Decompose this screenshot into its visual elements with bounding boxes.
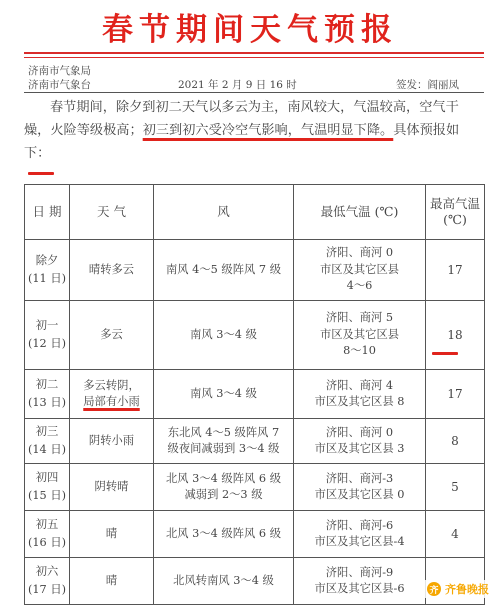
red-mark-underline (28, 172, 54, 175)
day-date: (13 日) (27, 396, 67, 409)
header-min-temp: 最低气温 (℃) (294, 185, 426, 240)
day-date: (11 日) (27, 272, 67, 285)
watermark-text: 齐鲁晚报 (445, 583, 489, 596)
weather-cell: 晴 (70, 558, 154, 605)
day-name: 初五 (35, 518, 59, 531)
max-temp-cell: 17 (426, 240, 485, 301)
issuer-bureau: 济南市气象局 (28, 65, 91, 77)
max-temp-cell: 5 (426, 464, 485, 511)
weather-cell: 阴转晴 (70, 464, 154, 511)
min-temp-line: 市区及其它区县 3 (314, 442, 405, 455)
min-temp-line: 济阳、商河 0 (325, 425, 394, 439)
issue-date: 2021 年 2 月 9 日 16 时 (178, 79, 297, 91)
wind-cell: 北风转南风 3～4 级 (154, 558, 294, 605)
max-temp-cell: 18 (426, 301, 485, 370)
weather-cell: 阴转小雨 (70, 419, 154, 464)
table-row (25, 301, 485, 370)
header-max-temp-line2: (℃) (443, 212, 467, 227)
min-temp-cell (294, 240, 426, 301)
weather-cell: 晴转多云 (70, 240, 154, 301)
wind-cell: 南风 3～4 级 (154, 370, 294, 419)
day-name: 初一 (35, 319, 59, 332)
signed-by: 签发：阎丽凤 (396, 79, 459, 91)
min-temp-cell (294, 464, 426, 511)
day-cell (25, 511, 70, 558)
wind-cell: 南风 3～4 级 (154, 301, 294, 370)
day-cell (25, 240, 70, 301)
title-red-rule-thin (24, 57, 484, 58)
document-title: 春节期间天气预报 (102, 12, 398, 48)
table-row (25, 464, 485, 511)
day-name: 初三 (35, 425, 59, 438)
day-cell (25, 558, 70, 605)
max-temp-cell: 17 (426, 370, 485, 419)
weather-line: 多云转阴， (83, 378, 140, 392)
title-red-rule (24, 52, 484, 54)
min-temp-cell (294, 511, 426, 558)
wind-cell (154, 464, 294, 511)
wind-line: 东北风 4～5 级阵风 7 (167, 425, 280, 439)
day-cell (25, 464, 70, 511)
day-cell (25, 301, 70, 370)
forecast-summary (24, 97, 484, 165)
min-temp-line: 济阳、商河-3 (325, 471, 394, 485)
min-temp-line: 济阳、商河 4 (325, 378, 394, 392)
qilu-logo-icon: 齐 (427, 582, 441, 596)
day-name: 初六 (35, 565, 59, 578)
day-name: 初二 (35, 378, 59, 391)
day-date: (17 日) (27, 583, 67, 596)
min-temp-line: 市区及其它区县-6 (314, 582, 405, 595)
min-temp-line: 8～10 (343, 344, 376, 358)
min-temp-cell (294, 301, 426, 370)
wind-cell: 南风 4～5 级阵风 7 级 (154, 240, 294, 301)
min-temp-line: 济阳、商河-9 (325, 565, 394, 579)
header-day: 日 期 (25, 185, 70, 240)
table-row (25, 419, 485, 464)
day-date: (12 日) (27, 337, 67, 350)
summary-highlight: 初三到初六受冷空气影响，气温明显下降。 (142, 122, 394, 138)
issuer-observatory: 济南市气象台 (28, 79, 91, 91)
day-name: 初四 (35, 471, 59, 484)
table-row (25, 511, 485, 558)
weather-cell: 晴 (70, 511, 154, 558)
table-row (25, 370, 485, 419)
header-divider (24, 92, 484, 93)
min-temp-line: 济阳、商河 0 (325, 246, 394, 260)
min-temp-cell (294, 558, 426, 605)
source-watermark (424, 580, 492, 598)
table-row (25, 240, 485, 301)
weather-cell: 多云 (70, 301, 154, 370)
header-wind: 风 (154, 185, 294, 240)
table-row (25, 558, 485, 605)
forecast-table (24, 184, 485, 605)
wind-cell: 北风 3～4 级阵风 6 级 (154, 511, 294, 558)
max-temp-cell: 8 (426, 419, 485, 464)
summary-part1: 春节期间，除夕到初二天气以多云为主，南风较大，气温较高，空气干燥，火险等级极高； (24, 100, 459, 138)
red-mark-underline (432, 352, 458, 355)
wind-line: 级夜间减弱到 3～4 级 (167, 442, 280, 455)
table-header-row (25, 185, 485, 240)
max-temp-cell: 4 (426, 511, 485, 558)
min-temp-line: 市区及其它区县 (319, 327, 400, 341)
min-temp-line: 市区及其它区县-4 (314, 535, 405, 548)
day-cell (25, 370, 70, 419)
day-name: 除夕 (35, 254, 59, 267)
min-temp-line: 市区及其它区县 8 (314, 395, 405, 408)
header-max-temp-line1: 最高气温 (429, 195, 480, 211)
wind-cell (154, 419, 294, 464)
min-temp-line: 济阳、商河 5 (325, 311, 394, 325)
weather-cell (70, 370, 154, 419)
wind-line: 北风 3～4 级阵风 6 级 (165, 471, 281, 485)
summary-part3: 具体预报如下： (24, 122, 460, 161)
day-cell (25, 419, 70, 464)
header-weather: 天 气 (70, 185, 154, 240)
min-temp-line: 4～6 (346, 279, 373, 293)
min-temp-line: 市区及其它区县 0 (314, 488, 405, 501)
wind-line: 减弱到 2～3 级 (184, 488, 263, 501)
min-temp-line: 市区及其它区县 (319, 262, 400, 276)
day-date: (16 日) (27, 536, 67, 549)
min-temp-cell (294, 370, 426, 419)
day-date: (15 日) (27, 489, 67, 502)
min-temp-line: 济阳、商河-6 (325, 518, 394, 532)
header-max-temp (426, 185, 485, 240)
day-date: (14 日) (27, 443, 67, 456)
weather-line-highlight: 局部有小雨 (83, 395, 140, 408)
min-temp-cell (294, 419, 426, 464)
